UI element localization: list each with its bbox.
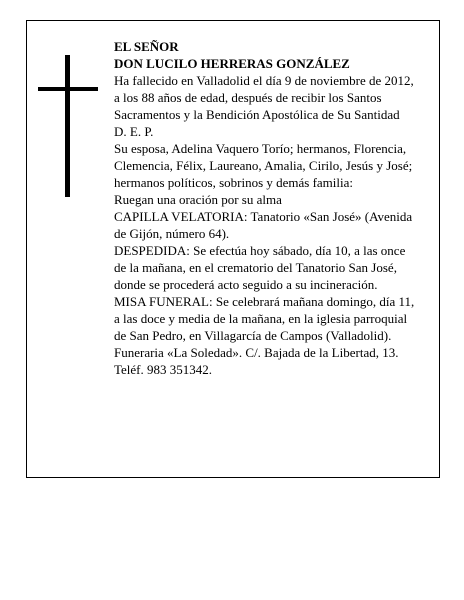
farewell-info: DESPEDIDA: Se efectúa hoy sábado, día 10, a las once de la mañana, en el crematorio del Tanatorio San José, donde se procederá acto seguido a su incineración.: [114, 243, 406, 292]
death-announcement: Ha fallecido en Valladolid el día 9 de noviembre de 2012, a los 88 años de edad, después de recibir los Santos Sacramentos y la Bendición Apostólica de Su Santidad: [114, 73, 414, 122]
rip-line: D. E. P.: [114, 124, 154, 139]
family-list: Su esposa, Adelina Vaquero Torío; hermanos, Florencia, Clemencia, Félix, Laureano, Amalia, Cirilo, Jesús y José; hermanos políticos, sobrinos y demás familia:: [114, 141, 413, 190]
cross-vertical-bar: [65, 55, 70, 197]
funeral-home-info: Funeraria «La Soledad». C/. Bajada de la Libertad, 13. Teléf. 983 351342.: [114, 345, 399, 377]
chapel-info: CAPILLA VELATORIA: Tanatorio «San José» (Avenida de Gijón, número 64).: [114, 209, 413, 241]
cross-icon: [38, 55, 98, 197]
prayer-request: Ruegan una oración por su alma: [114, 192, 282, 207]
funeral-mass-info: MISA FUNERAL: Se celebrará mañana domingo, día 11, a las doce y media de la mañana, en la iglesia parroquial de San Pedro, en Villagarcía de Campos (Valladolid).: [114, 294, 415, 343]
notice-body: [114, 38, 420, 378]
notice-title-line1: EL SEÑOR: [114, 39, 179, 54]
cross-horizontal-bar: [38, 87, 98, 91]
deceased-name: DON LUCILO HERRERAS GONZÁLEZ: [114, 56, 350, 71]
